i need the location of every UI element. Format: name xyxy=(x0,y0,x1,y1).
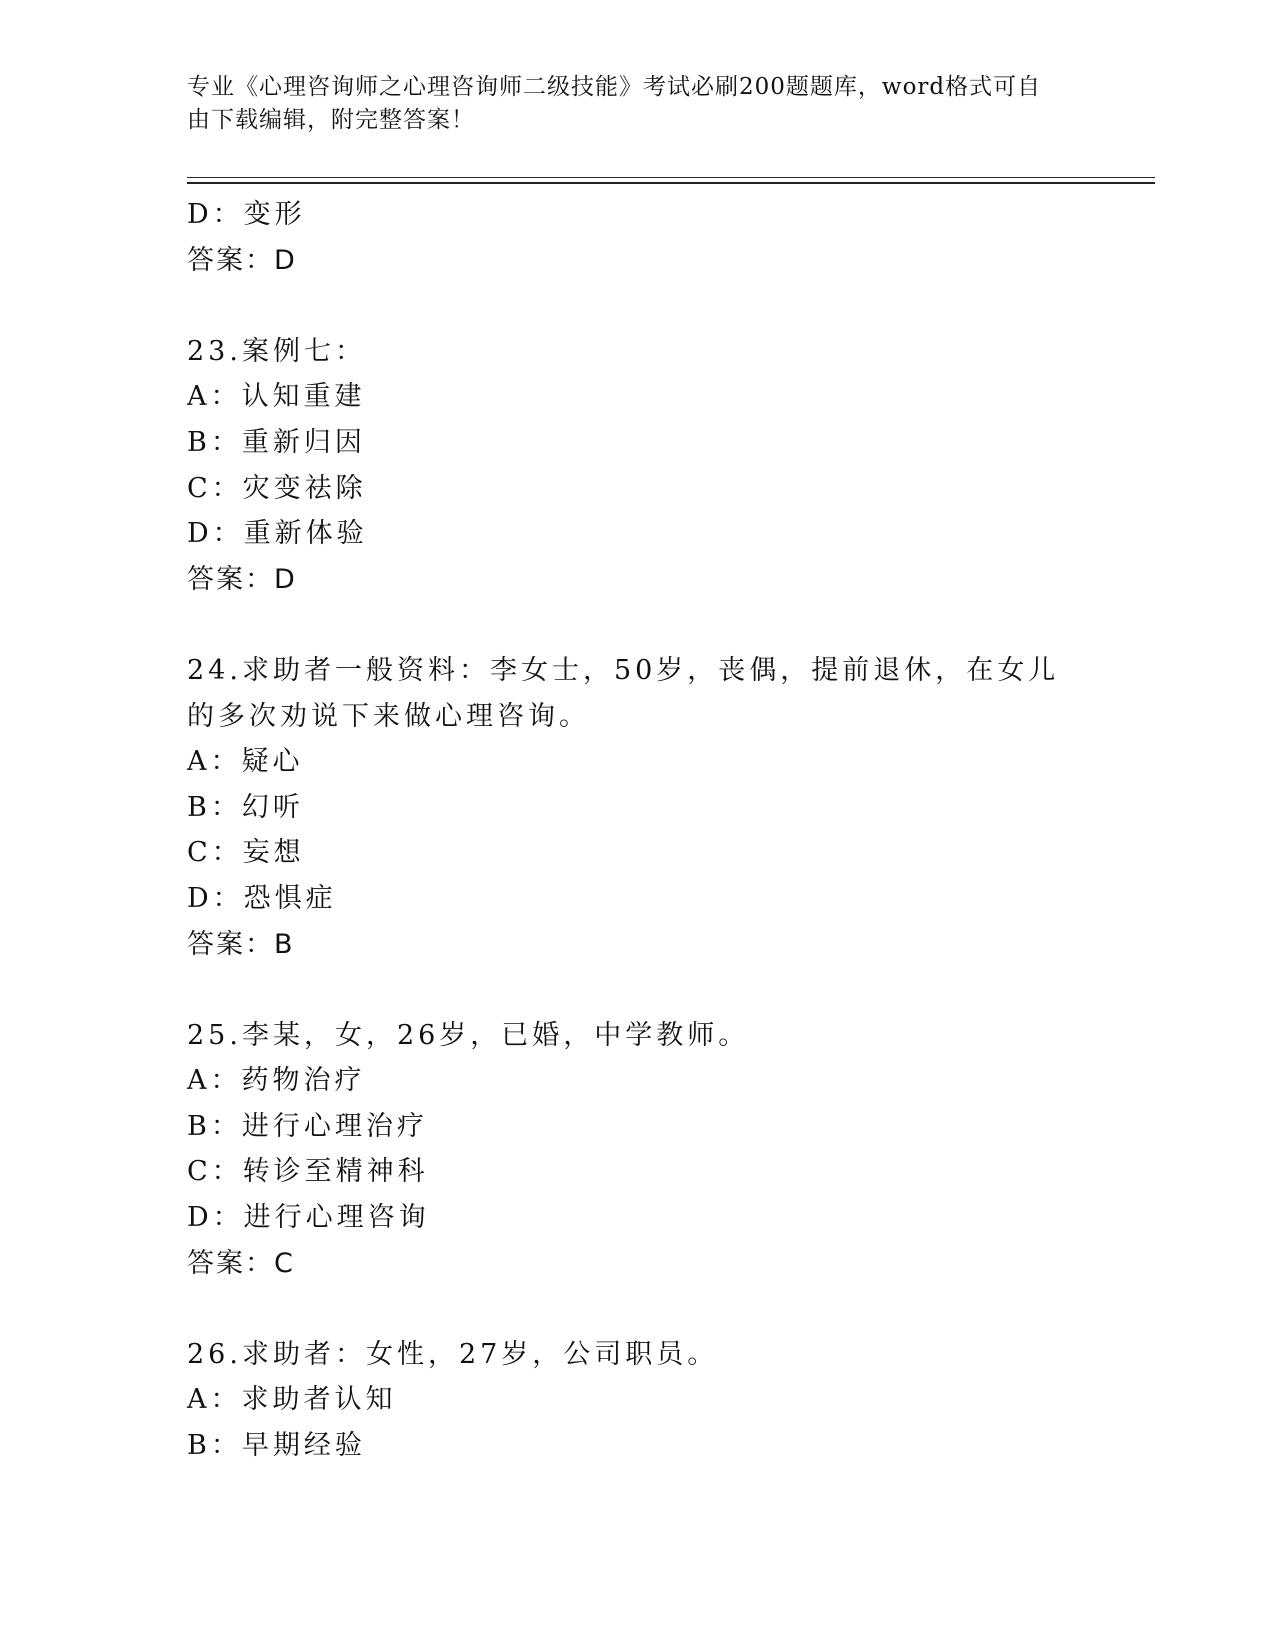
option-b: B：重新归因 xyxy=(187,426,366,458)
document-header xyxy=(187,71,1067,137)
header-rule-thin xyxy=(187,177,1155,178)
answer-line: 答案：C xyxy=(187,1247,295,1279)
question-stem: 23.案例七： xyxy=(187,335,366,367)
option-d: D：进行心理咨询 xyxy=(187,1202,430,1234)
option-d: D：变形 xyxy=(187,199,306,230)
option-d: D：重新体验 xyxy=(187,518,368,550)
answer-line: 答案：B xyxy=(187,928,295,960)
answer-line: 答案：D xyxy=(187,244,297,276)
option-c: C：灾变祛除 xyxy=(187,472,367,504)
option-c: C：妄想 xyxy=(187,837,305,869)
option-b: B：早期经验 xyxy=(187,1430,366,1462)
question-stem: 26.求助者：女性，27岁，公司职员。 xyxy=(187,1338,719,1370)
option-a: A：药物治疗 xyxy=(187,1065,366,1097)
option-d: D：恐惧症 xyxy=(187,882,337,914)
header-line-2: 由下载编辑，附完整答案！ xyxy=(187,107,475,133)
option-b: B：幻听 xyxy=(187,791,304,823)
question-list xyxy=(187,192,1087,1469)
option-a: A：求助者认知 xyxy=(187,1384,397,1416)
answer-line: 答案：D xyxy=(187,563,297,595)
header-rule-thick xyxy=(187,182,1155,184)
option-c: C：转诊至精神科 xyxy=(187,1156,429,1188)
option-a: A：认知重建 xyxy=(187,381,366,413)
option-a: A：疑心 xyxy=(187,746,304,778)
question-stem: 25.李某，女，26岁，已婚，中学教师。 xyxy=(187,1019,750,1051)
question-stem: 24.求助者一般资料：李女士，50岁，丧偶，提前退休，在女儿的多次劝说下来做心理咨询。 xyxy=(187,654,1060,732)
header-line-1: 专业《心理咨询师之心理咨询师二级技能》考试必刷200题题库，word格式可自 xyxy=(187,74,1042,100)
option-b: B：进行心理治疗 xyxy=(187,1110,428,1142)
